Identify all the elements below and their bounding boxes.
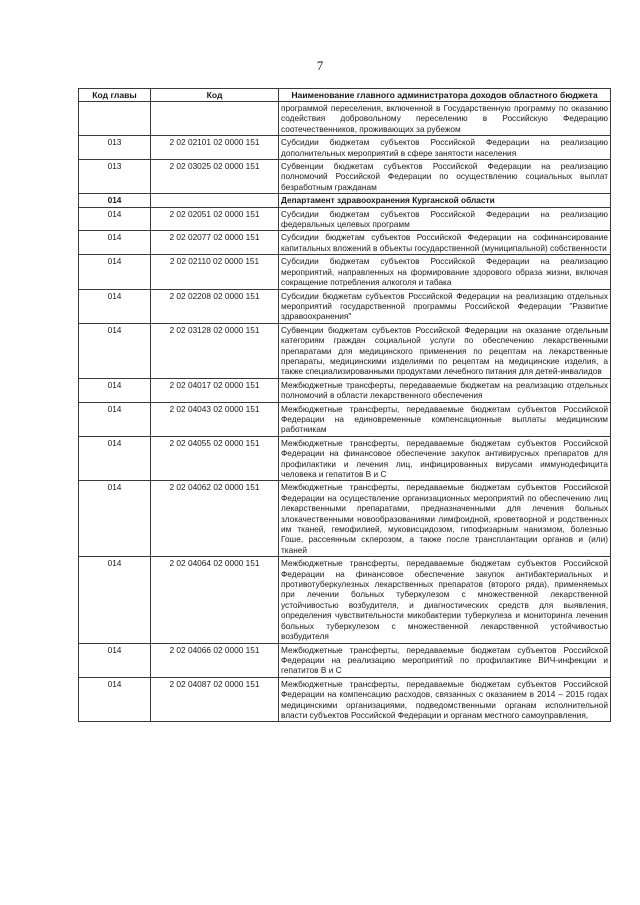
table-row (79, 231, 611, 255)
table-row (79, 160, 611, 194)
table-row (79, 481, 611, 557)
administrator-name-cell: Межбюджетные трансферты, передаваемые бюджетам субъектов Российской Федерации на единовременные компенсационные выплаты медицинским работникам (279, 402, 611, 436)
chapter-code-cell: 014 (79, 207, 151, 231)
table-row (79, 378, 611, 402)
chapter-code-cell: 013 (79, 160, 151, 194)
budget-code-cell: 2 02 04062 02 0000 151 (151, 481, 279, 557)
table-row (79, 402, 611, 436)
header-code: Код (151, 89, 279, 102)
chapter-code-cell: 014 (79, 643, 151, 677)
chapter-code-cell: 014 (79, 402, 151, 436)
table-row (79, 289, 611, 323)
administrator-name-cell: Субсидии бюджетам субъектов Российской Федерации на реализацию отдельных мероприятий государственной программы Российской Федерации "Развитие здравоохранения" (279, 289, 611, 323)
chapter-code-cell: 014 (79, 557, 151, 643)
table-row (79, 255, 611, 289)
chapter-code-cell: 014 (79, 436, 151, 481)
chapter-code-cell (79, 102, 151, 136)
budget-code-cell: 2 02 04087 02 0000 151 (151, 677, 279, 722)
budget-code-cell: 2 02 04043 02 0000 151 (151, 402, 279, 436)
table-row (79, 102, 611, 136)
administrator-name-cell: Межбюджетные трансферты, передаваемые бюджетам субъектов Российской Федерации на финансовое обеспечение закупок антибактериальных и противотуберкулезных лекарственных препаратов (второго ряда), применяемых при лечении больных туберкулезом с множественной лекарственной устойчивостью возбудителя, и диагностических средств для выявления, определения чувствительности микобактерии туберкулеза и мониторинга лечения больных туберкулезом с множественной лекарственной устойчивостью возбудителя (279, 557, 611, 643)
table-row (79, 643, 611, 677)
chapter-code-cell: 014 (79, 677, 151, 722)
administrator-name-cell: Субвенции бюджетам субъектов Российской Федерации на реализацию полномочий Российской Федерации по осуществлению социальных выплат безработным гражданам (279, 160, 611, 194)
budget-code-cell: 2 02 02208 02 0000 151 (151, 289, 279, 323)
chapter-code-cell: 014 (79, 378, 151, 402)
budget-code-cell: 2 02 02051 02 0000 151 (151, 207, 279, 231)
page-number: 7 (316, 58, 324, 73)
budget-code-cell: 2 02 03025 02 0000 151 (151, 160, 279, 194)
budget-code-cell: 2 02 04017 02 0000 151 (151, 378, 279, 402)
chapter-code-cell: 014 (79, 255, 151, 289)
header-chapter-code: Код главы (79, 89, 151, 102)
chapter-code-cell: 014 (79, 481, 151, 557)
table-row (79, 557, 611, 643)
administrator-name-cell: Субвенции бюджетам субъектов Российской Федерации на оказание отдельным категориям граждан социальной услуги по обеспечению лекарственными препаратами для медицинского применения по рецептам на лекарственные препараты, медицинскими изделиями по рецептам на медицинские изделия, а также специализированными продуктами лечебного питания для детей-инвалидов (279, 323, 611, 378)
budget-code-cell (151, 194, 279, 207)
chapter-code-cell: 014 (79, 194, 151, 207)
administrator-name-cell: Департамент здравоохранения Курганской области (279, 194, 611, 207)
budget-code-cell: 2 02 04064 02 0000 151 (151, 557, 279, 643)
table-row (79, 677, 611, 722)
budget-code-cell: 2 02 04066 02 0000 151 (151, 643, 279, 677)
table-row (79, 207, 611, 231)
administrator-name-cell: Субсидии бюджетам субъектов Российской Федерации на реализацию мероприятий, направленных на формирование здорового образа жизни, включая сокращение потребления алкоголя и табака (279, 255, 611, 289)
administrator-name-cell: Субсидии бюджетам субъектов Российской Федерации на реализацию дополнительных мероприятий в сфере занятости населения (279, 136, 611, 160)
budget-code-cell (151, 102, 279, 136)
administrator-name-cell: Межбюджетные трансферты, передаваемые бюджетам субъектов Российской Федерации на финансовое обеспечение закупок антивирусных препаратов для профилактики и лечения лиц, инфицированных вирусами иммунодефицита человека и гепатитов В и С (279, 436, 611, 481)
revenue-administrators-table (78, 88, 611, 722)
table-row (79, 136, 611, 160)
chapter-code-cell: 013 (79, 136, 151, 160)
budget-code-cell: 2 02 04055 02 0000 151 (151, 436, 279, 481)
table-body (79, 102, 611, 722)
budget-code-cell: 2 02 02077 02 0000 151 (151, 231, 279, 255)
budget-code-cell: 2 02 02110 02 0000 151 (151, 255, 279, 289)
budget-code-cell: 2 02 02101 02 0000 151 (151, 136, 279, 160)
header-administrator-name: Наименование главного администратора доходов областного бюджета (279, 89, 611, 102)
table-row (79, 323, 611, 378)
table-row (79, 436, 611, 481)
department-row (79, 194, 611, 207)
administrator-name-cell: Межбюджетные трансферты, передаваемые бюджетам субъектов Российской Федерации на реализацию мероприятий по профилактике ВИЧ-инфекции и гепатитов В и С (279, 643, 611, 677)
administrator-name-cell: программой переселения, включенной в Государственную программу по оказанию содействия добровольному переселению в Российскую Федерацию соотечественников, проживающих за рубежом (279, 102, 611, 136)
chapter-code-cell: 014 (79, 323, 151, 378)
chapter-code-cell: 014 (79, 289, 151, 323)
administrator-name-cell: Межбюджетные трансферты, передаваемые бюджетам на реализацию отдельных полномочий в области лекарственного обеспечения (279, 378, 611, 402)
table-header-row (79, 89, 611, 102)
administrator-name-cell: Субсидии бюджетам субъектов Российской Федерации на реализацию федеральных целевых программ (279, 207, 611, 231)
chapter-code-cell: 014 (79, 231, 151, 255)
administrator-name-cell: Межбюджетные трансферты, передаваемые бюджетам субъектов Российской Федерации на компенсацию расходов, связанных с оказанием в 2014 – 2015 годах медицинскими организациями, подведомственными органам исполнительной власти субъектов Российской Федерации и органам местного самоуправления, (279, 677, 611, 722)
budget-code-cell: 2 02 03128 02 0000 151 (151, 323, 279, 378)
administrator-name-cell: Межбюджетные трансферты, передаваемые бюджетам субъектов Российской Федерации на осуществление организационных мероприятий по обеспечению лиц лекарственными препаратами, предназначенными для лечения больных злокачественными новообразованиями лимфоидной, кроветворной и родственных им тканей, гемофилией, муковисцидозом, гипофизарным нанизмом, болезнью Гоше, рассеянным склерозом, а также после трансплантации органов и (или) тканей (279, 481, 611, 557)
administrator-name-cell: Субсидии бюджетам субъектов Российской Федерации на софинансирование капитальных вложений в объекты государственной (муниципальной) собственности (279, 231, 611, 255)
